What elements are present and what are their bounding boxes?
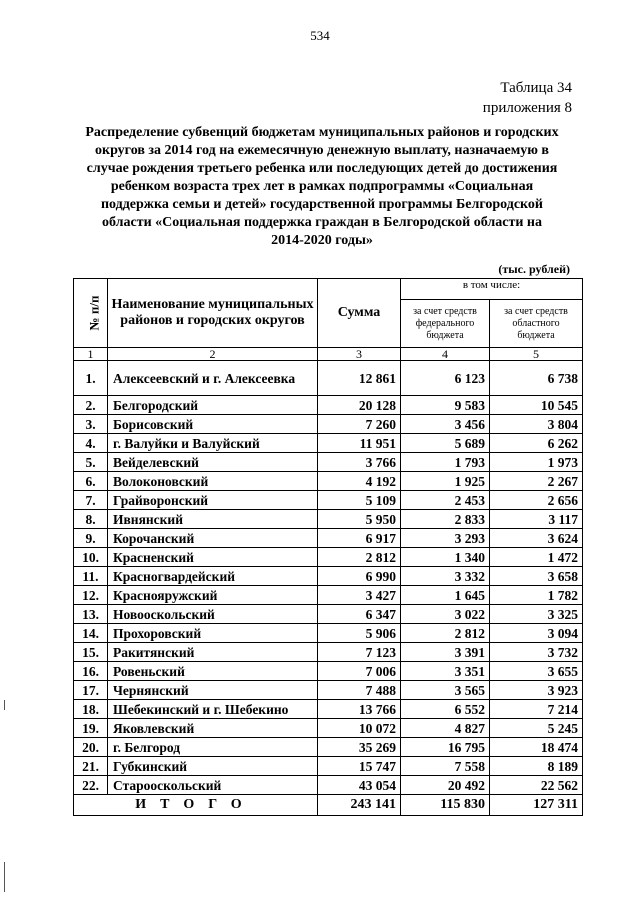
header-including: в том числе: bbox=[401, 279, 583, 300]
row-sum: 43 054 bbox=[318, 776, 401, 795]
row-regional: 1 472 bbox=[490, 548, 583, 567]
row-regional: 22 562 bbox=[490, 776, 583, 795]
row-number: 16. bbox=[74, 662, 108, 681]
column-number-row bbox=[74, 348, 583, 361]
row-number: 9. bbox=[74, 529, 108, 548]
row-regional: 3 658 bbox=[490, 567, 583, 586]
district-name: Волоконовский bbox=[108, 472, 318, 491]
table-row bbox=[74, 548, 583, 567]
subvention-table bbox=[73, 278, 583, 816]
margin-mark bbox=[4, 700, 5, 710]
table-row bbox=[74, 624, 583, 643]
row-sum: 6 347 bbox=[318, 605, 401, 624]
table-row bbox=[74, 776, 583, 795]
district-name: Грайворонский bbox=[108, 491, 318, 510]
row-regional: 1 973 bbox=[490, 453, 583, 472]
row-federal: 2 453 bbox=[401, 491, 490, 510]
row-number: 2. bbox=[74, 396, 108, 415]
row-sum: 35 269 bbox=[318, 738, 401, 757]
table-row bbox=[74, 700, 583, 719]
table-row bbox=[74, 586, 583, 605]
row-federal: 3 332 bbox=[401, 567, 490, 586]
district-name: Алексеевский и г. Алексеевка bbox=[108, 361, 318, 396]
row-federal: 2 812 bbox=[401, 624, 490, 643]
table-label-block bbox=[483, 78, 572, 118]
district-name: Ровеньский bbox=[108, 662, 318, 681]
row-number: 10. bbox=[74, 548, 108, 567]
row-regional: 6 738 bbox=[490, 361, 583, 396]
row-number: 21. bbox=[74, 757, 108, 776]
table-row bbox=[74, 643, 583, 662]
row-regional: 3 923 bbox=[490, 681, 583, 700]
row-sum: 2 812 bbox=[318, 548, 401, 567]
row-regional: 3 732 bbox=[490, 643, 583, 662]
row-federal: 2 833 bbox=[401, 510, 490, 529]
row-sum: 3 766 bbox=[318, 453, 401, 472]
table-row bbox=[74, 453, 583, 472]
row-regional: 7 214 bbox=[490, 700, 583, 719]
header-sum: Сумма bbox=[318, 279, 401, 348]
row-regional: 5 245 bbox=[490, 719, 583, 738]
row-federal: 4 827 bbox=[401, 719, 490, 738]
row-regional: 10 545 bbox=[490, 396, 583, 415]
district-name: Губкинский bbox=[108, 757, 318, 776]
row-sum: 7 488 bbox=[318, 681, 401, 700]
table-row bbox=[74, 757, 583, 776]
row-number: 4. bbox=[74, 434, 108, 453]
district-name: Старооскольский bbox=[108, 776, 318, 795]
row-regional: 3 325 bbox=[490, 605, 583, 624]
column-number: 1 bbox=[74, 348, 108, 361]
row-sum: 6 917 bbox=[318, 529, 401, 548]
row-sum: 10 072 bbox=[318, 719, 401, 738]
district-name: г. Белгород bbox=[108, 738, 318, 757]
header-federal: за счет средств федерального бюджета bbox=[401, 300, 490, 348]
table-row bbox=[74, 491, 583, 510]
table-row bbox=[74, 361, 583, 396]
row-number: 14. bbox=[74, 624, 108, 643]
row-number: 8. bbox=[74, 510, 108, 529]
row-number: 18. bbox=[74, 700, 108, 719]
column-number: 3 bbox=[318, 348, 401, 361]
district-name: Корочанский bbox=[108, 529, 318, 548]
row-federal: 5 689 bbox=[401, 434, 490, 453]
row-federal: 7 558 bbox=[401, 757, 490, 776]
header-regional: за счет средств областного бюджета bbox=[490, 300, 583, 348]
district-name: Краснояружский bbox=[108, 586, 318, 605]
row-sum: 5 950 bbox=[318, 510, 401, 529]
total-label: ИТОГО bbox=[74, 795, 318, 816]
row-federal: 3 351 bbox=[401, 662, 490, 681]
total-row bbox=[74, 795, 583, 816]
row-regional: 6 262 bbox=[490, 434, 583, 453]
table-row bbox=[74, 510, 583, 529]
row-sum: 5 906 bbox=[318, 624, 401, 643]
row-sum: 12 861 bbox=[318, 361, 401, 396]
total-federal: 115 830 bbox=[401, 795, 490, 816]
district-name: Чернянский bbox=[108, 681, 318, 700]
table-row bbox=[74, 605, 583, 624]
table-row bbox=[74, 529, 583, 548]
table-label: Таблица 34 bbox=[500, 80, 572, 96]
header-name: Наименование муниципальных районов и городских округов bbox=[108, 279, 318, 348]
row-federal: 20 492 bbox=[401, 776, 490, 795]
row-federal: 1 340 bbox=[401, 548, 490, 567]
row-federal: 3 565 bbox=[401, 681, 490, 700]
row-sum: 13 766 bbox=[318, 700, 401, 719]
row-sum: 20 128 bbox=[318, 396, 401, 415]
row-federal: 1 645 bbox=[401, 586, 490, 605]
row-number: 11. bbox=[74, 567, 108, 586]
district-name: Шебекинский и г. Шебекино bbox=[108, 700, 318, 719]
header-num: № п/п bbox=[74, 279, 108, 348]
district-name: Прохоровский bbox=[108, 624, 318, 643]
row-federal: 1 925 bbox=[401, 472, 490, 491]
row-federal: 16 795 bbox=[401, 738, 490, 757]
row-sum: 11 951 bbox=[318, 434, 401, 453]
row-number: 13. bbox=[74, 605, 108, 624]
table-row bbox=[74, 662, 583, 681]
row-federal: 3 293 bbox=[401, 529, 490, 548]
row-number: 17. bbox=[74, 681, 108, 700]
document-title: Распределение субвенций бюджетам муниципальных районов и городских округов за 2014 год на ежемесячную денежную выплату, назначаемую в случае рождения третьего ребенка или последующих детей до достижения ребенком возраста трех лет в рамках подпрограммы «Социальная поддержка семьи и детей» государственной программы Белгородской области «Социальная поддержка граждан в Белгородской области на 2014-2020 годы» bbox=[85, 125, 559, 248]
total-regional: 127 311 bbox=[490, 795, 583, 816]
row-regional: 2 267 bbox=[490, 472, 583, 491]
row-sum: 7 006 bbox=[318, 662, 401, 681]
district-name: Красногвардейский bbox=[108, 567, 318, 586]
row-regional: 3 655 bbox=[490, 662, 583, 681]
district-name: Вейделевский bbox=[108, 453, 318, 472]
row-federal: 6 552 bbox=[401, 700, 490, 719]
row-federal: 9 583 bbox=[401, 396, 490, 415]
row-number: 15. bbox=[74, 643, 108, 662]
table-row bbox=[74, 738, 583, 757]
row-number: 19. bbox=[74, 719, 108, 738]
table-row bbox=[74, 434, 583, 453]
row-number: 7. bbox=[74, 491, 108, 510]
table-row bbox=[74, 567, 583, 586]
row-regional: 18 474 bbox=[490, 738, 583, 757]
row-number: 3. bbox=[74, 415, 108, 434]
row-sum: 15 747 bbox=[318, 757, 401, 776]
district-name: Белгородский bbox=[108, 396, 318, 415]
district-name: Красненский bbox=[108, 548, 318, 567]
row-sum: 7 123 bbox=[318, 643, 401, 662]
district-name: г. Валуйки и Валуйский bbox=[108, 434, 318, 453]
total-sum: 243 141 bbox=[318, 795, 401, 816]
row-number: 12. bbox=[74, 586, 108, 605]
row-sum: 6 990 bbox=[318, 567, 401, 586]
column-number: 2 bbox=[108, 348, 318, 361]
row-regional: 1 782 bbox=[490, 586, 583, 605]
row-regional: 8 189 bbox=[490, 757, 583, 776]
row-number: 5. bbox=[74, 453, 108, 472]
row-regional: 3 094 bbox=[490, 624, 583, 643]
district-name: Новооскольский bbox=[108, 605, 318, 624]
row-federal: 3 456 bbox=[401, 415, 490, 434]
district-name: Ивнянский bbox=[108, 510, 318, 529]
table-body bbox=[74, 361, 583, 795]
units-label: (тыс. рублей) bbox=[498, 262, 570, 276]
page-number: 534 bbox=[310, 28, 330, 43]
row-federal: 1 793 bbox=[401, 453, 490, 472]
table-row bbox=[74, 681, 583, 700]
appendix-label: приложения 8 bbox=[482, 100, 572, 116]
row-number: 6. bbox=[74, 472, 108, 491]
row-sum: 4 192 bbox=[318, 472, 401, 491]
row-sum: 5 109 bbox=[318, 491, 401, 510]
row-number: 22. bbox=[74, 776, 108, 795]
table-row bbox=[74, 396, 583, 415]
header-row bbox=[74, 279, 583, 300]
margin-mark bbox=[4, 862, 5, 892]
row-sum: 3 427 bbox=[318, 586, 401, 605]
row-number: 1. bbox=[74, 361, 108, 396]
row-sum: 7 260 bbox=[318, 415, 401, 434]
row-federal: 3 022 bbox=[401, 605, 490, 624]
row-federal: 6 123 bbox=[401, 361, 490, 396]
row-regional: 3 117 bbox=[490, 510, 583, 529]
column-number: 4 bbox=[401, 348, 490, 361]
row-regional: 3 804 bbox=[490, 415, 583, 434]
row-number: 20. bbox=[74, 738, 108, 757]
table-row bbox=[74, 472, 583, 491]
row-regional: 2 656 bbox=[490, 491, 583, 510]
district-name: Яковлевский bbox=[108, 719, 318, 738]
row-federal: 3 391 bbox=[401, 643, 490, 662]
district-name: Ракитянский bbox=[108, 643, 318, 662]
table-row bbox=[74, 415, 583, 434]
row-regional: 3 624 bbox=[490, 529, 583, 548]
table-row bbox=[74, 719, 583, 738]
district-name: Борисовский bbox=[108, 415, 318, 434]
column-number: 5 bbox=[490, 348, 583, 361]
